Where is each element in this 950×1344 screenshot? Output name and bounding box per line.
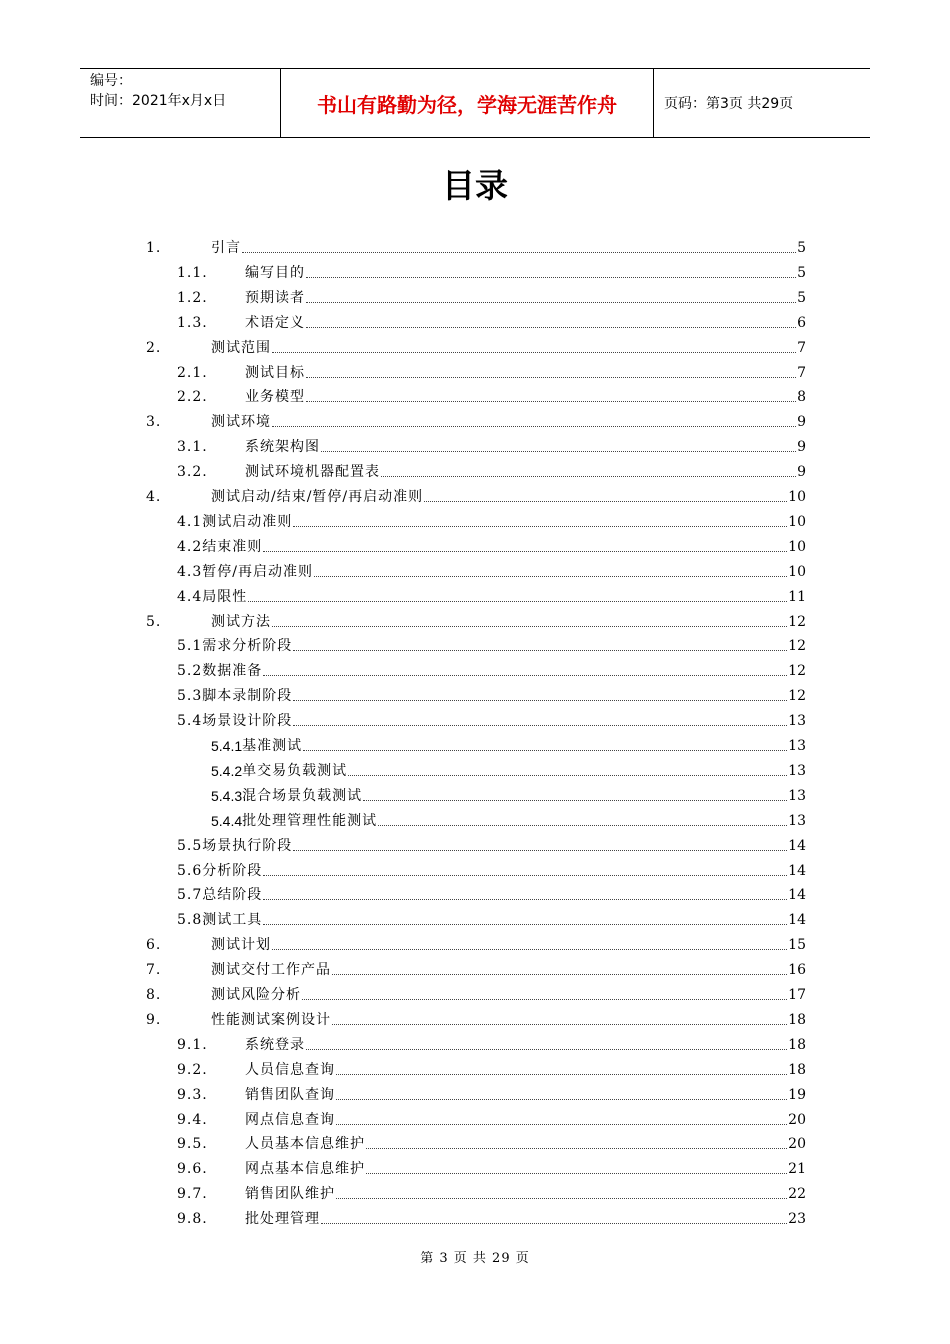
toc-entry[interactable] [146,930,806,954]
toc-entry-number: 4.3 [177,563,203,580]
toc-leader-dots [363,800,787,801]
toc-entry-number: 5.2 [177,663,203,680]
toc-leader-dots [272,626,787,627]
toc-entry-title: 测试目标 [245,364,305,381]
toc-entry-number: 9. [146,1011,162,1028]
toc-entry[interactable] [146,407,806,431]
toc-entry-page: 9 [797,439,806,456]
toc-entry-page: 5 [797,289,806,306]
toc-leader-dots [263,675,787,676]
toc-entry-number: 5.5 [177,837,203,854]
toc-entry-number: 5.6 [177,862,203,879]
toc-leader-dots [293,850,787,851]
toc-entry-page: 17 [788,987,806,1003]
toc-leader-dots [306,1049,787,1050]
toc-entry-number: 9.6. [177,1161,208,1178]
toc-entry-number: 5.8 [177,912,203,929]
toc-entry-title: 测试工具 [202,912,263,929]
toc-entry-title: 人员信息查询 [245,1061,335,1078]
toc-entry-title: 术语定义 [245,314,305,331]
toc-entry-title: 场景设计阶段 [202,713,293,730]
toc-entry-page: 13 [788,787,806,804]
toc-entry-number: 4. [146,489,162,505]
document-time-label: 时间：2021年x月x日 [90,93,227,109]
toc-entry-page: 5 [797,264,806,281]
toc-entry-title: 业务模型 [245,389,305,406]
toc-entry-number: 7. [146,962,162,979]
toc-entry[interactable] [177,831,806,855]
toc-entry[interactable] [177,258,806,282]
toc-entry-number: 5.1 [177,638,203,655]
toc-leader-dots [306,377,796,378]
toc-entry-page: 18 [788,1036,806,1053]
toc-entry-page: 12 [788,688,806,705]
toc-entry[interactable] [177,1105,806,1129]
toc-entry-number: 2.2. [177,389,208,406]
toc-entry-page: 13 [788,713,806,730]
toc-entry-title: 测试计划 [211,937,271,954]
toc-entry-title: 批处理管理 [245,1211,320,1228]
toc-entry-number: 9.4. [177,1111,208,1128]
toc-leader-dots [263,875,787,876]
toc-entry-title: 局限性 [202,588,248,605]
toc-entry[interactable] [177,557,806,581]
toc-entry[interactable] [146,980,806,1004]
toc-entry[interactable] [177,1080,806,1104]
toc-entry-page: 22 [788,1186,806,1203]
toc-entry-title: 测试启动/结束/暂停/再启动准则 [211,489,424,505]
toc-entry-number: 4.2 [177,538,203,555]
toc-leader-dots [306,302,796,303]
toc-entry-page: 20 [788,1136,806,1153]
toc-entry-title: 网点基本信息维护 [245,1161,365,1178]
toc-entry-number: 5.3 [177,688,203,705]
toc-leader-dots [336,1124,787,1125]
toc-entry-number: 5.7 [177,887,203,904]
toc-entry-page: 14 [788,862,806,879]
toc-leader-dots [366,1148,787,1149]
toc-entry-number: 5.4.1 [211,738,243,754]
toc-entry-title: 总结阶段 [202,887,263,904]
toc-entry-page: 13 [788,812,806,829]
toc-leader-dots [321,451,796,452]
toc-entry-number: 8. [146,987,162,1003]
toc-leader-dots [242,252,796,253]
toc-leader-dots [272,949,787,950]
toc-entry[interactable] [211,781,806,805]
header-motto: 书山有路勤为径，学海无涯苦作舟 [281,69,654,137]
toc-entry-page: 7 [797,364,806,381]
toc-leader-dots [306,327,796,328]
toc-entry-title: 批处理管理性能测试 [242,812,378,829]
toc-entry-page: 15 [788,937,806,954]
toc-entry-title: 系统登录 [245,1036,305,1053]
toc-entry-page: 18 [788,1011,806,1028]
toc-entry[interactable] [146,955,806,979]
toc-entry[interactable] [177,532,806,556]
toc-entry-title: 测试环境机器配置表 [245,464,380,481]
toc-entry[interactable] [177,856,806,880]
toc-entry-page: 21 [788,1161,806,1178]
toc-entry[interactable] [177,582,806,606]
toc-entry[interactable] [177,507,806,531]
toc-entry[interactable] [146,333,806,357]
toc-leader-dots [293,526,787,527]
page-footer: 第 3 页 共 29 页 [420,1251,530,1266]
toc-entry-number: 1.1. [177,264,208,281]
header-page-label: 页码：第3页 共29页 [664,96,794,112]
toc-entry-title: 测试环境 [211,414,271,431]
toc-entry-number: 9.8. [177,1211,208,1228]
toc-entry-number: 4.4 [177,588,203,605]
toc-entry[interactable] [177,382,806,406]
toc-entry-title: 需求分析阶段 [202,638,293,655]
toc-entry[interactable] [146,482,806,506]
toc-entry-page: 12 [788,613,806,630]
toc-leader-dots [366,1173,787,1174]
toc-entry-title: 测试方法 [211,613,271,630]
toc-leader-dots [321,1223,787,1224]
toc-entry-title: 测试范围 [211,339,271,356]
toc-entry-title: 结束准则 [202,538,263,555]
toc-entry-title: 混合场景负载测试 [242,787,363,804]
toc-entry-page: 12 [788,638,806,655]
toc-entry-number: 5.4.3 [211,787,243,804]
toc-entry-page: 14 [788,887,806,904]
toc-entry-page: 6 [797,314,806,331]
toc-entry-title: 分析阶段 [202,862,263,879]
toc-entry-number: 5. [146,613,162,630]
toc-leader-dots [293,650,787,651]
toc-entry-number: 6. [146,937,162,954]
toc-entry-number: 5.4 [177,713,203,730]
toc-entry[interactable] [177,1179,806,1203]
toc-entry[interactable] [211,806,806,830]
toc-entry[interactable] [177,308,806,332]
toc-entry[interactable] [146,607,806,631]
toc-title: 目录 [442,166,508,205]
toc-entry-page: 14 [788,837,806,854]
toc-entry-number: 5.4.4 [211,812,243,829]
toc-entry[interactable] [177,706,806,730]
toc-entry[interactable] [211,756,806,780]
toc-entry-page: 11 [788,588,806,605]
toc-entry-number: 1. [146,240,162,256]
toc-entry-page: 23 [788,1211,806,1228]
toc-leader-dots [306,277,796,278]
toc-entry[interactable] [146,1005,806,1029]
toc-entry-number: 9.2. [177,1061,208,1078]
toc-leader-dots [293,700,787,701]
toc-entry-number: 3. [146,414,162,431]
toc-leader-dots [302,999,787,1000]
toc-leader-dots [303,750,787,751]
toc-entry[interactable] [177,656,806,680]
toc-entry-title: 网点信息查询 [245,1111,335,1128]
toc-entry-number: 3.1. [177,439,208,456]
toc-leader-dots [336,1074,787,1075]
toc-entry-page: 10 [788,538,806,555]
toc-entry-number: 4.1 [177,513,203,530]
toc-entry-page: 18 [788,1061,806,1078]
toc-leader-dots [381,476,796,477]
toc-entry-number: 5.4.2 [211,762,243,779]
toc-entry[interactable] [177,905,806,929]
toc-entry-title: 性能测试案例设计 [211,1011,331,1028]
toc-entry-title: 测试风险分析 [211,987,301,1003]
toc-entry-title: 脚本录制阶段 [202,688,293,705]
toc-entry-page: 12 [788,663,806,680]
toc-leader-dots [332,1024,787,1025]
toc-entry[interactable] [177,1154,806,1178]
header-meta-cell [80,69,281,137]
toc-leader-dots [314,576,787,577]
toc-entry-title: 引言 [211,240,241,256]
toc-entry-page: 7 [797,339,806,356]
toc-entry-page: 13 [788,762,806,779]
toc-entry[interactable] [177,1129,806,1153]
toc-leader-dots [272,426,796,427]
toc-leader-dots [348,775,787,776]
toc-entry-title: 暂停/再启动准则 [202,563,313,580]
toc-entry[interactable] [211,731,806,755]
toc-leader-dots [263,551,787,552]
toc-leader-dots [378,825,787,826]
toc-entry-page: 10 [788,513,806,530]
toc-leader-dots [332,974,787,975]
toc-entry-page: 5 [797,240,806,256]
toc-entry[interactable] [177,1055,806,1079]
toc-entry[interactable] [177,283,806,307]
toc-entry-number: 3.2. [177,464,208,481]
toc-entry-title: 销售团队维护 [245,1186,335,1203]
toc-leader-dots [293,725,787,726]
toc-entry-title: 系统架构图 [245,439,320,456]
toc-entry-page: 10 [788,563,806,580]
toc-leader-dots [336,1099,787,1100]
toc-leader-dots [272,352,796,353]
toc-entry-page: 9 [797,464,806,481]
toc-entry-page: 10 [788,489,806,505]
toc-entry-title: 销售团队查询 [245,1086,335,1103]
toc-entry-title: 预期读者 [245,289,305,306]
toc-leader-dots [336,1198,787,1199]
toc-entry-title: 基准测试 [242,738,303,754]
toc-entry-number: 2.1. [177,364,208,381]
toc-entry[interactable] [177,631,806,655]
toc-entry[interactable] [177,358,806,382]
toc-leader-dots [424,501,787,502]
toc-entry-number: 2. [146,339,162,356]
toc-entry-number: 9.5. [177,1136,208,1153]
toc-entry-number: 9.7. [177,1186,208,1203]
document-number-label: 编号： [90,73,132,89]
toc-entry-page: 19 [788,1086,806,1103]
toc-entry-number: 1.3. [177,314,208,331]
toc-entry-title: 测试交付工作产品 [211,962,331,979]
toc-entry-page: 8 [797,389,806,406]
toc-leader-dots [248,601,787,602]
toc-entry[interactable] [177,681,806,705]
toc-entry-title: 测试启动准则 [202,513,293,530]
toc-entry-page: 16 [788,962,806,979]
toc-entry[interactable] [177,880,806,904]
toc-entry[interactable] [177,457,806,481]
toc-entry-title: 人员基本信息维护 [245,1136,365,1153]
toc-entry-page: 14 [788,912,806,929]
toc-entry-number: 9.1. [177,1036,208,1053]
toc-entry-title: 数据准备 [202,663,263,680]
toc-entry[interactable] [177,1030,806,1054]
toc-entry[interactable] [177,1204,806,1228]
toc-entry[interactable] [177,432,806,456]
toc-leader-dots [263,924,787,925]
toc-entry-number: 9.3. [177,1086,208,1103]
page-header [80,68,870,138]
toc-entry-page: 9 [797,414,806,431]
toc-leader-dots [306,401,796,402]
toc-entry-title: 编写目的 [245,264,305,281]
toc-leader-dots [263,899,787,900]
toc-entry-title: 场景执行阶段 [202,837,293,854]
toc-entry-page: 13 [788,738,806,754]
toc-entry-page: 20 [788,1111,806,1128]
toc-entry-title: 单交易负载测试 [242,762,348,779]
toc-entry[interactable] [146,233,806,257]
toc-entry-number: 1.2. [177,289,208,306]
